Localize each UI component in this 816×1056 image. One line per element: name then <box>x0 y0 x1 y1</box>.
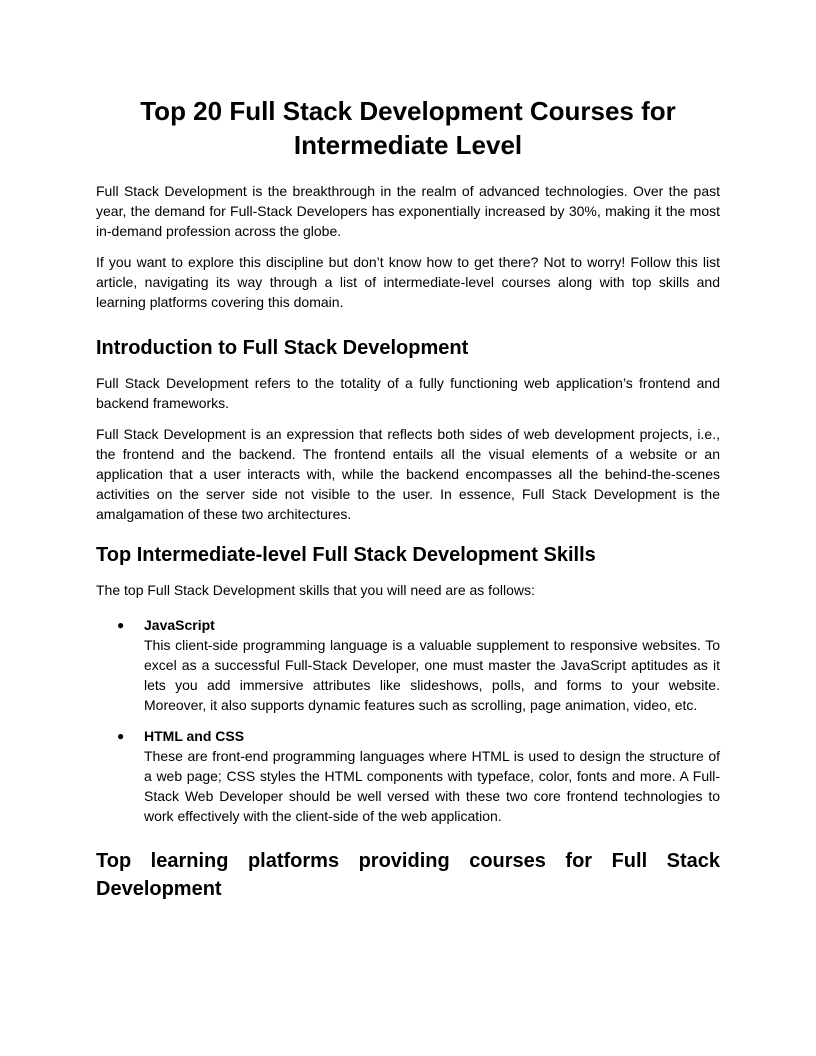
intro-paragraph-1: Full Stack Development is the breakthrough in the realm of advanced technologies. Over the past year, the demand for Full-Stack Developers has exponentially increased by 30%, making it the most in-demand profession across the globe. <box>96 183 720 239</box>
skills-list <box>96 615 720 826</box>
skill-item-javascript <box>96 615 720 715</box>
intro-paragraph-2: If you want to explore this discipline but don’t know how to get there? Not to worry! Follow this list article, navigating its way through a list of intermediate-level courses along with top skills and learning platforms covering this domain. <box>96 254 720 310</box>
skills-lead-paragraph: The top Full Stack Development skills that you will need are as follows: <box>96 582 535 598</box>
introduction-paragraph-2: Full Stack Development is an expression that reflects both sides of web development projects, i.e., the frontend and the backend. The frontend entails all the visual elements of a website or an application that a user interacts with, while the backend encompasses all the behind-the-scenes activities on the server side not visible to the user. In essence, Full Stack Development is the amalgamation of these two architectures. <box>96 426 720 522</box>
bullet-icon: ● <box>117 618 125 632</box>
bullet-icon: ● <box>117 729 125 743</box>
section-heading-introduction: Introduction to Full Stack Development <box>96 337 469 359</box>
introduction-paragraph-1: Full Stack Development refers to the totality of a fully functioning web application’s frontend and backend frameworks. <box>96 375 720 411</box>
skill-description: This client-side programming language is a valuable supplement to responsive websites. To excel as a successful Full-Stack Developer, one must master the JavaScript aptitudes as it lets you add immersive attributes like slideshows, polls, and forms to your website. Moreover, it also supports dynamic features such as scrolling, page animation, video, etc. <box>144 637 720 713</box>
section-heading-learning-platforms: Top learning platforms providing courses for Full Stack Development <box>96 850 720 900</box>
section-heading-skills: Top Intermediate-level Full Stack Development Skills <box>96 544 596 566</box>
skill-name: JavaScript <box>144 617 215 633</box>
skill-description: These are front-end programming languages where HTML is used to design the structure of a web page; CSS styles the HTML components with typeface, color, fonts and more. A Full-Stack Web Developer should be well versed with these two core frontend technologies to work effectively with the client-side of the web application. <box>144 748 720 824</box>
document-title: Top 20 Full Stack Development Courses for Intermediate Level <box>140 96 676 160</box>
skill-item-html-css <box>96 726 720 826</box>
skill-name: HTML and CSS <box>144 728 245 744</box>
